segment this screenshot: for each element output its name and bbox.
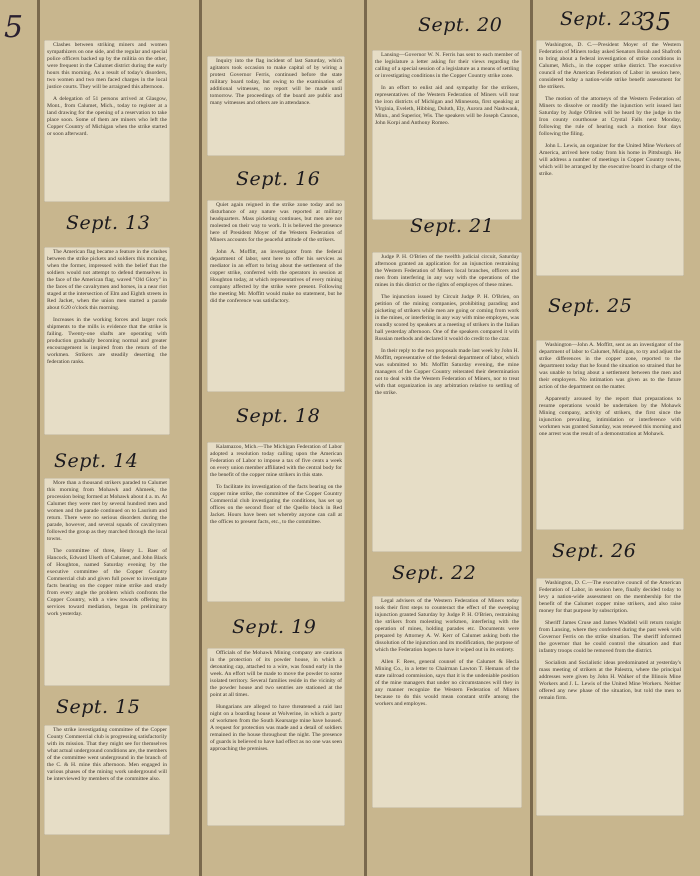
clipping-paragraph: Quiet again reigned in the strike zone today and no disturbance of any nature was reported at military headquarters. Mass picketing continues, but men are not molested on their way to work. It is believed the presence here of President Moyer of the Western Federation of Miners accounts for the peaceful attitude of the strikers.	[210, 202, 342, 243]
clipping-paragraph: Allen F. Rees, general counsel of the Calumet & Hecla Mining Co., in a letter to Chairman Lawton T. Hemans of the state railroad commission, says that it is the undeniable position of the mine managers that under no circumstances will they in any manner recognize the Western Federation of Miners because to do this would mean constant strife among the workers and employes.	[375, 659, 519, 707]
clipping	[372, 596, 522, 808]
clipping	[44, 725, 170, 835]
clipping	[536, 578, 684, 816]
clipping	[44, 478, 170, 686]
clipping-paragraph: Socialists and Socialistic ideas predominated at yesterday's mass meeting of strikers at the Palestra, where the principal addresses were given by John H. Walker of the Illinois Mine Workers and J. L. Lewis of the United Mine Workers. Neither offered any new phase of the situation, but told the men to remain firm.	[539, 660, 681, 701]
clipping	[44, 247, 170, 435]
clipping-paragraph: Clashes between striking miners and women sympathizers on one side, and the regular and special police officers backed up by the militia on the other, were frequent in the Calumet district during the early hours this morning. As a result of today's disorders, two women and two men faced charges in the local justice courts. They will be arraigned this afternoon.	[47, 42, 167, 90]
clipping	[372, 252, 522, 552]
clipping-paragraph: The committee of three, Henry L. Baer of Hancock, Edward Ulseth of Calumet, and John Black of Houghton, named Saturday evening by the executive committee of the Copper Country Commercial club and given full power to investigate facts bearing on the copper mine strike and study from every angle the problem which confronts the Copper Country, with a view towards offering its services toward mediation, began its preliminary work yesterday.	[47, 548, 167, 617]
column-divider	[530, 0, 533, 876]
column-divider	[199, 0, 202, 876]
clipping-paragraph: John L. Lewis, an organizer for the United Mine Workers of America, arrived here today from his home in Pittsburgh. He will address a number of meetings in Copper Country towns, which will be arranged by the executive board in charge of the strike.	[539, 143, 681, 177]
date-heading: Sept. 22	[392, 562, 477, 584]
clipping-paragraph: Washington—John A. Moffitt, sent as an investigator of the department of labor to Calumet, Michigan, to try and adjust the strike differences in the copper zone, reported to the department today that he found the situation so strained that he was unable to bring about a settlement between the men and their employers. No intimation was given as to the future action of the department on the matter.	[539, 342, 681, 390]
date-heading: Sept. 16	[236, 168, 321, 190]
clipping-paragraph: In an effort to enlist aid and sympathy for the strikers, representatives of the Western Federation of Miners will tour the iron districts of Michigan and Minnesota, first speaking at Virginia, Eveleth, Hibbing, Duluth, Ely, Aurora and Nashwauk, Minn., and Superior, Wis. The speakers will be Joseph Cannon, John Korpi and Anthony Romeo.	[375, 85, 519, 126]
date-heading: Sept. 23	[560, 8, 645, 30]
clipping	[44, 40, 170, 202]
clipping-paragraph: Hungarians are alleged to have threatened a raid last night on a boarding house at Wolverine, in which a party of workmen from the South Kearsarge mine have housed. A request for protection was made and a detail of soldiers remained in the house throughout the night. The presence of guards is believed to have had effect as no one was seen approaching the premises.	[210, 704, 342, 752]
clipping	[372, 50, 522, 220]
clipping	[207, 200, 345, 392]
clipping-paragraph: A delegation of 51 persons arrived at Glasgow, Mont., from Calumet, Mich., today to register at a land drawing for the opening of a reservation to take place soon. Some of them are miners who left the Copper Country of Michigan when the strike started or soon afterward.	[47, 96, 167, 137]
clipping-paragraph: The American flag became a feature in the clashes between the strike pickets and soldiers this morning, when the former, impressed with the belief that the soldiers would not attempt to defend themselves in the face of the American flag, waved "Old Glory" in the faces of the cavalrymen and horses, in a near riot staged at the intersection of Elm and Eighth streets in Red Jacket, when the union men started a parade about 6:20 o'clock this morning.	[47, 249, 167, 311]
column-divider	[364, 0, 367, 876]
clipping-paragraph: Legal advisers of the Western Federation of Miners today took their first steps to counteract the effect of the sweeping injunction granted Saturday by Judge P. H. O'Brien, restraining the strikers from molesting workmen, interfering with the operation of mines, holding parades etc. Documents were prepared by Attorney A. W. Kerr of Calumet asking both the dissolution of the injunction and its modification, the purpose of which the Federation hopes to have it wiped out in its entirety.	[375, 598, 519, 653]
page-number: 5	[4, 10, 24, 45]
date-heading: Sept. 21	[410, 215, 495, 237]
date-heading: Sept. 15	[56, 696, 141, 718]
date-heading: Sept. 19	[232, 616, 317, 638]
clipping-paragraph: Judge P. H. O'Brien of the twelfth judicial circuit, Saturday afternoon granted an application for an injunction restraining the Western Federation of Miners local branches, officers and men from interfering in any way with the operations of the mines in this district or the rights of employes of these mines.	[375, 254, 519, 288]
clipping-paragraph: The strike investigating committee of the Copper County Commercial club is progressing satisfactorily with its mission. That they might see for themselves what actual underground conditions are, the members of the committee went underground in the branch of the C. & H. mine this afternoon. Men engaged in various phases of the mining work underground will be interviewed by members of the committee also.	[47, 727, 167, 782]
clipping-paragraph: Inquiry into the flag incident of last Saturday, which agitators took occasion to make capital of by wiring a protest Governor Ferris, continued before the state military board today, but owing to the examination of additional witnesses, no report will be made until tomorrow. The proceedings of the board are public and many witnesses and others are in attendance.	[210, 58, 342, 106]
clipping-paragraph: Washington, D. C.—The executive council of the American Federation of Labor, in session here, finally decided today to levy a nation-wide assessment on the membership for the benefit of the Calumet copper mine strikers, and also raise money for that purpose by subscription.	[539, 580, 681, 614]
clipping-paragraph: John A. Moffitt, an investigator from the federal department of labor, sent here to offer his services as mediator in an effort to bring about the settlement of the copper strike, conferred with the operators in session at Houghton today, at which representatives of every mining company affected by the strike were present. Following the meeting Mr. Moffitt would make no statement, but he did the conference was satisfactory.	[210, 249, 342, 304]
column-divider	[37, 0, 40, 876]
clipping-paragraph: Sheriff James Cruse and James Waddell will return tonight from Lansing, where they conferred during the past week with Governor Ferris on the strike situation. The sheriff informed the governor that he could control the situation and that infantry troops could be removed from the district.	[539, 620, 681, 654]
clipping-paragraph: In their reply to the two proposals made last week by John H. Moffitt, representative of the federal department of labor, which was submitted to Mr. Moffitt Saturday evening, the mine managers of the Copper Country reiterated their determination not to deal with the Western Federation of Miners, nor to treat with that organization in any arbitration relative to settling of the strike.	[375, 348, 519, 396]
clipping-paragraph: Kalamazoo, Mich.—The Michigan Federation of Labor adopted a resolution today calling upon the American Federation of Labor to impose a tax of five cents a week on every union member affiliated with the central body for the benefit of the copper mine strikers in this state.	[210, 444, 342, 478]
clipping-paragraph: More than a thousand strikers paraded to Calumet this morning from Mohawk and Ahmeek, the procession being formed at Mohawk about 4 a. m. At Calumet they were met by several hundred men and women and the parade continued on to Laurium and return. There were no serious disorders during the parade, however, and several squads of cavalrymen followed the group as they marched through the local towns.	[47, 480, 167, 542]
date-heading: Sept. 25	[548, 295, 633, 317]
date-heading: Sept. 13	[66, 212, 151, 234]
clipping-paragraph: Lansing—Governor W. N. Ferris has sent to each member of the legislature a letter asking for their views regarding the calling of a special session of a legislature as a means of settling or investigating conditions in the Copper Country strike zone.	[375, 52, 519, 79]
date-heading: Sept. 18	[236, 405, 321, 427]
clipping	[207, 442, 345, 602]
clipping	[207, 56, 345, 156]
clipping	[536, 340, 684, 530]
clipping	[536, 40, 684, 276]
date-heading: Sept. 14	[54, 450, 139, 472]
clipping-paragraph: Washington, D. C.—President Moyer of the Western Federation of Miners today asked Senators Borah and Shafroth to bring about a federal investigation of strike conditions in Calumet, Mich., in the copper strike district. The executive council of the American Federation of Labor in session here, considered today a nation-wide strike benefit assessment for the strikers.	[539, 42, 681, 90]
clipping-paragraph: Apparently aroused by the report that preparations to resume operations would be undertaken by the Mohawk Mining company, activity of strikers, the first since the injunction prevailing, intimidation or interference with workmen was granted Saturday, was renewed this morning and one arrest was the result of a demonstration at Mohawk.	[539, 396, 681, 437]
date-heading: Sept. 26	[552, 540, 637, 562]
date-heading: Sept. 20	[418, 14, 503, 36]
clipping-paragraph: To facilitate its investigation of the facts bearing on the copper mine strike, the committee of the Copper Country Commercial club investigating the conditions, has set up offices on the second floor of the Quello block in Red Jacket. Hours have been set whereby anyone can call at the offices to present facts, etc., to the committee.	[210, 484, 342, 525]
clipping-paragraph: The motion of the attorneys of the Western Federation of Miners to dissolve or modify the injunction writ issued last Saturday by Judge O'Brien will be heard by the judge in the Iron county courthouse at Crystal Falls next Monday, following the rule of hearing such a motion four days following the filing.	[539, 96, 681, 137]
clipping-paragraph: Increases in the working forces and larger rock shipments to the mills is evidence that the strike is failing. Twenty-one shafts are operating with production gradually becoming normal and greater encouragement is inspired from the return of the workmen. Strikers are steadily deserting the federation ranks.	[47, 317, 167, 365]
clipping-paragraph: Officials of the Mohawk Mining company are cautious in the protection of its powder house, in which a detonating cap, attached to a wire, was found early in the week. An effort will be made to move the powder to some isolated territory. Several families reside in the vicinity of the powder house and two sentries are stationed at the point at all times.	[210, 650, 342, 698]
page-mark: 35	[640, 8, 672, 36]
clipping-paragraph: The injunction issued by Circuit Judge P. H. O'Brien, on petition of the mining companies, prohibiting parading and picketing of strikers while men are going or coming from work in the mines, or interfering in any way with mine employes, was roundly scored by speakers at a meeting of strikers in the Italian hall yesterday afternoon. One of the speakers compared it with Russian methods and declared it would do credit to the czar.	[375, 294, 520, 342]
clipping	[207, 648, 345, 826]
